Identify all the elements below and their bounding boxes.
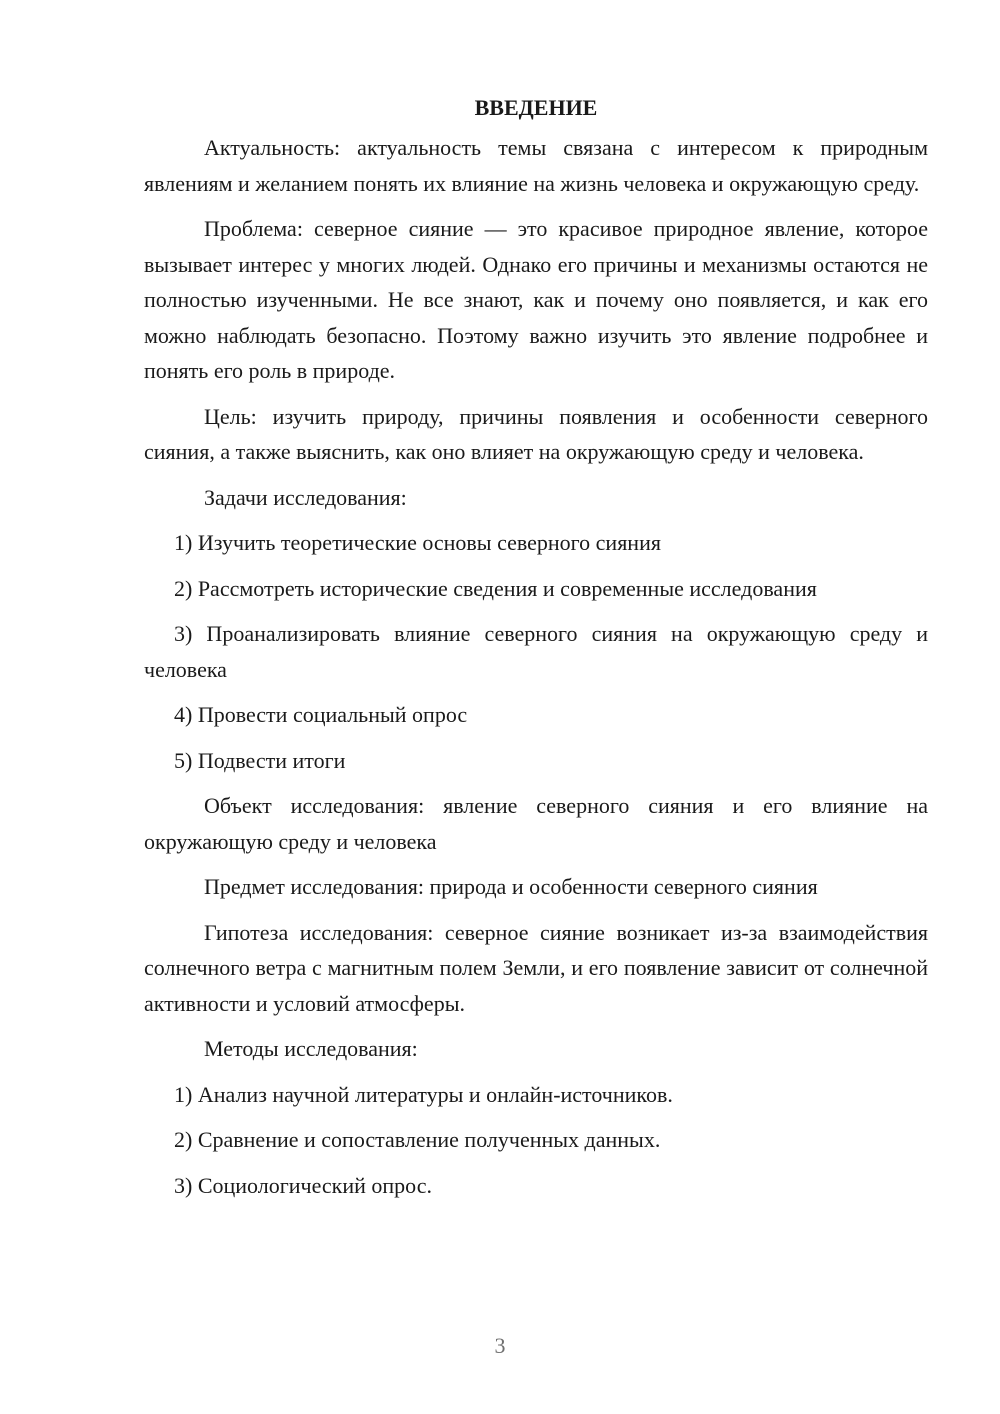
method-item-3: 3) Социологический опрос. [174, 1172, 432, 1198]
object-paragraph: Объект исследования: явление северного сияния и его влияние на окружающую среду и человека [144, 793, 928, 854]
task-item-5: 5) Подвести итоги [174, 747, 346, 773]
tasks-title: Задачи исследования: [204, 484, 407, 510]
relevance-paragraph: Актуальность: актуальность темы связана с интересом к природным явлениям и желанием понять их влияние на жизнь человека и окружающую среду. [144, 135, 928, 196]
section-heading: ВВЕДЕНИЕ [474, 95, 598, 120]
page-content [144, 90, 928, 1213]
task-item-2: 2) Рассмотреть исторические сведения и современные исследования [174, 575, 817, 601]
method-item-2: 2) Сравнение и сопоставление полученных данных. [174, 1127, 661, 1152]
goal-paragraph: Цель: изучить природу, причины появления и особенности северного сияния, а также выяснить, как оно влияет на окружающую среду и человека. [144, 403, 928, 464]
task-item-4: 4) Провести социальный опрос [174, 702, 468, 727]
hypothesis-paragraph: Гипотеза исследования: северное сияние возникает из-за взаимодействия солнечного ветра с магнитным полем Земли, и его появление зависит от солнечной активности и условий атмосферы. [144, 919, 928, 1016]
task-item-3: 3) Проанализировать влияние северного сияния на окружающую среду и человека [144, 621, 928, 682]
method-item-1: 1) Анализ научной литературы и онлайн-источников. [174, 1081, 673, 1107]
task-item-1: 1) Изучить теоретические основы северного сияния [174, 530, 661, 555]
subject-paragraph: Предмет исследования: природа и особенности северного сияния [204, 874, 818, 899]
page-number: 3 [494, 1333, 506, 1358]
problem-paragraph: Проблема: северное сияние — это красивое природное явление, которое вызывает интерес у многих людей. Однако его причины и механизмы остаются не полностью изученными. Не все знают, как и почему оно появляется, и как его можно наблюдать безопасно. Поэтому важно изучить это явление подробнее и понять его роль в природе. [144, 216, 928, 383]
methods-title: Методы исследования: [204, 1036, 418, 1061]
